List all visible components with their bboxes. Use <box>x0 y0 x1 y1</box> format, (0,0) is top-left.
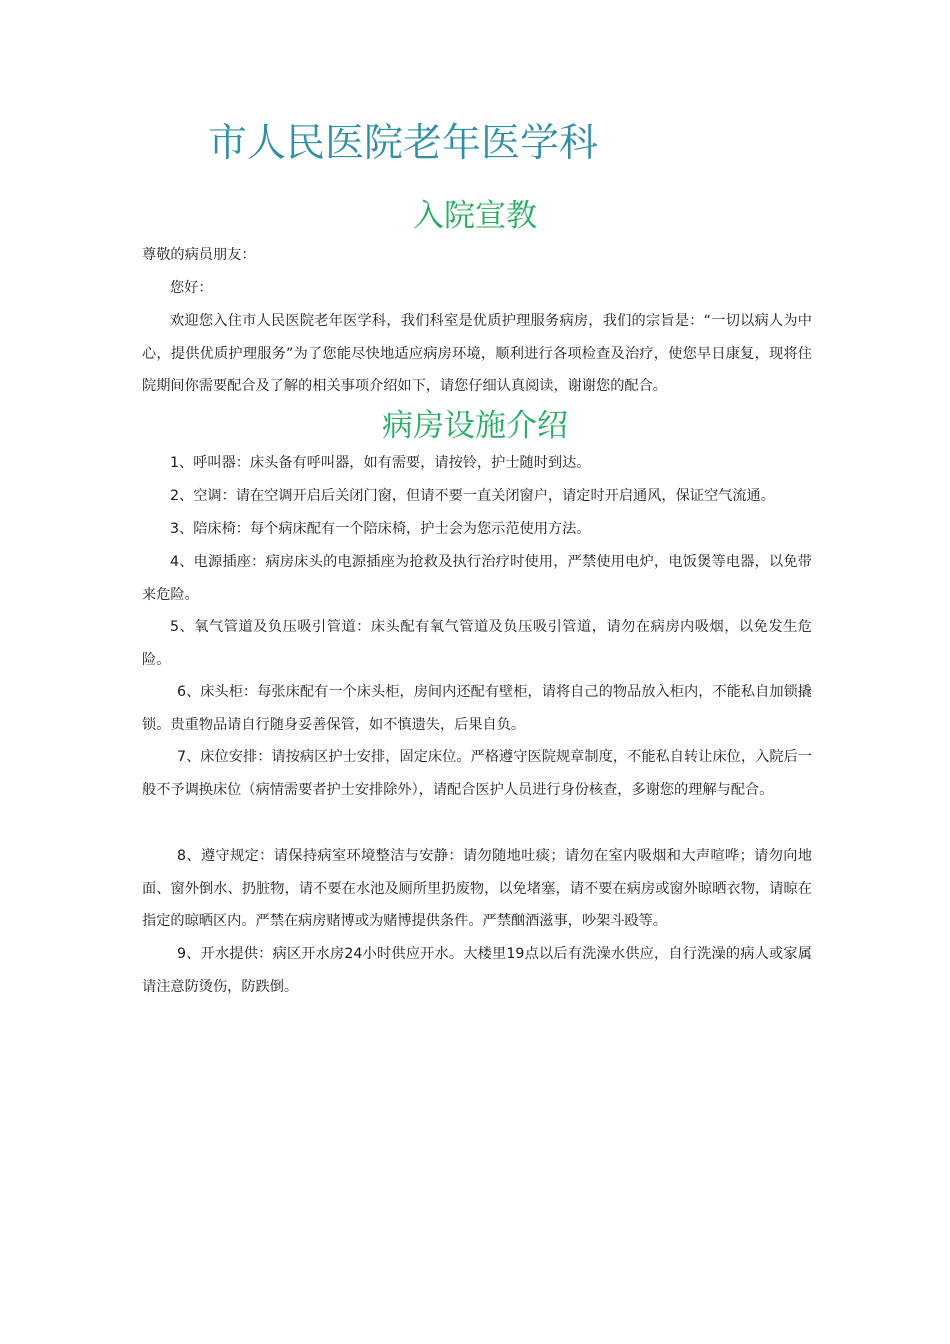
document-subtitle: 入院宣教 <box>413 198 537 234</box>
list-item-bed-arrangement: 7、床位安排：请按病区护士安排，固定床位。严格遵守医院规章制度，不能私自转让床位，入院后一般不予调换床位（病情需要者护士安排除外），请配合医护人员进行身份核查，多谢您的理解与配合。 <box>142 749 812 798</box>
list-item-rules: 8、遵守规定：请保持病室环境整洁与安静：请勿随地吐痰；请勿在室内吸烟和大声喧哗；请勿向地面、窗外倒水、扔脏物，请不要在水池及厕所里扔废物，以免堵塞，请不要在病房或窗外晾晒衣物，请晾在指定的晾晒区内。严禁在病房赌博或为赌博提供条件。严禁酗酒滋事，吵架斗殴等。 <box>142 848 812 929</box>
list-item-bedside-cabinet: 6、床头柜：每张床配有一个床头柜，房间内还配有壁柜，请将自己的物品放入柜内，不能私自加锁撬锁。贵重物品请自行随身妥善保管，如不慎遗失，后果自负。 <box>142 684 812 733</box>
list-item-air-conditioning: 2、空调：请在空调开启后关闭门窗，但请不要一直关闭窗户，请定时开启通风，保证空气流通。 <box>170 488 775 504</box>
list-item-call-bell: 1、呼叫器：床头备有呼叫器，如有需要，请按铃，护士随时到达。 <box>170 455 591 471</box>
section-title: 病房设施介绍 <box>382 408 568 444</box>
list-item-escort-chair: 3、陪床椅：每个病床配有一个陪床椅，护士会为您示范使用方法。 <box>170 521 591 537</box>
document-title: 市人民医院老年医学科 <box>208 121 599 166</box>
intro-paragraph: 欢迎您入住市人民医院老年医学科，我们科室是优质护理服务病房，我们的宗旨是：“一切以病人为中心，提供优质护理服务”为了您能尽快地适应病房环境，顺利进行各项检查及治疗，使您早日康复，现将住院期间你需要配合及了解的相关事项介绍如下，请您仔细认真阅读，谢谢您的配合。 <box>142 313 812 394</box>
list-item-hot-water: 9、开水提供：病区开水房24小时供应开水。大楼里19点以后有洗澡水供应，自行洗澡的病人或家属请注意防烫伤，防跌倒。 <box>142 946 812 995</box>
salutation: 尊敬的病员朋友： <box>142 247 256 263</box>
list-item-power-socket: 4、电源插座：病房床头的电源插座为抢救及执行治疗时使用，严禁使用电炉，电饭煲等电器，以免带来危险。 <box>142 554 812 603</box>
greeting: 您好： <box>170 280 213 296</box>
list-item-oxygen-pipeline: 5、氧气管道及负压吸引管道：床头配有氧气管道及负压吸引管道，请勿在病房内吸烟，以免发生危险。 <box>142 619 812 668</box>
